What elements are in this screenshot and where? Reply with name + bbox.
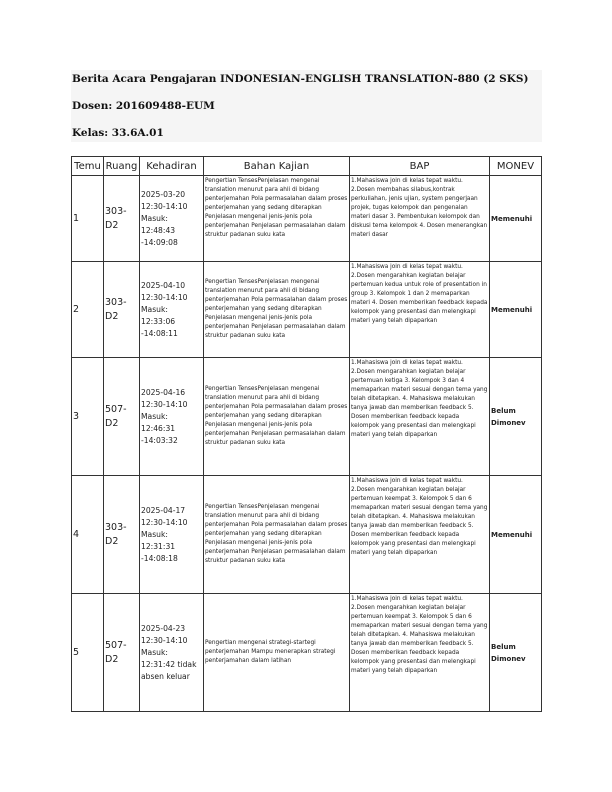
cell-kehadiran: 2025-03-20 12:30-14:10 Masuk: 12:48:43 -14:09:08 xyxy=(140,176,204,262)
table-row xyxy=(72,594,542,712)
cell-monev: Memenuhi xyxy=(490,262,542,358)
table-row xyxy=(72,262,542,358)
column-header-bahan-kajian: Bahan Kajian xyxy=(204,157,350,176)
column-header-kehadiran: Kehadiran xyxy=(140,157,204,176)
cell-kehadiran: 2025-04-17 12:30-14:10 Masuk: 12:31:31 -14:08:18 xyxy=(140,476,204,594)
cell-temu: 2 xyxy=(72,262,104,358)
attendance-table xyxy=(71,156,542,712)
document-title: Berita Acara Pengajaran INDONESIAN-ENGLISH TRANSLATION-880 (2 SKS) xyxy=(72,73,529,85)
cell-kehadiran: 2025-04-23 12:30-14:10 Masuk: 12:31:42 tidak absen keluar xyxy=(140,594,204,712)
column-header-temu: Temu xyxy=(72,157,104,176)
cell-temu: 4 xyxy=(72,476,104,594)
cell-ruang: 507-D2 xyxy=(104,594,140,712)
table-row xyxy=(72,358,542,476)
cell-ruang: 303-D2 xyxy=(104,476,140,594)
cell-bap: 1.Mahasiswa join di kelas tepat waktu. 2.Dosen mengarahkan kegiatan belajar pertemuan keempat 3. Kelompok 5 dan 6 memaparkan materi sesuai dengan tema yang telah ditetapkan. 4. Mahasiswa melakukan tanya jawab dan memberikan feedback 5. Dosen memberikan feedback kepada kelompok yang presentasi dan melengkapi materi yang telah dipaparkan xyxy=(350,476,490,594)
cell-bap: 1.Mahasiswa join di kelas tepat waktu. 2.Dosen membahas silabus,kontrak perkuliahan, jenis ujian, system pengerjaan projek, tugas kelompok dan pengenalan materi dasar 3. Pembentukan kelompok dan diskusi tema kelompok 4. Dosen menerangkan materi dasar xyxy=(350,176,490,262)
table-row xyxy=(72,476,542,594)
cell-bahan-kajian: Pengertian TensesPenjelasan mengenai translation menurut para ahli di bidang penterjemahan Pola permasalahan dalam proses penterjemahan yang sedang diterapkan Penjelasan mengenai jenis-jenis pola penterjemahan Penjelasan permasalahan dalam struktur padanan suku kata xyxy=(204,476,350,594)
cell-temu: 3 xyxy=(72,358,104,476)
cell-bahan-kajian: Pengertian TensesPenjelasan mengenai translation menurut para ahli di bidang penterjemahan Pola permasalahan dalam proses penterjemahan yang sedang diterapkan Penjelasan mengenai jenis-jenis pola penterjemahan Penjelasan permasalahan dalam struktur padanan suku kata xyxy=(204,262,350,358)
cell-ruang: 303-D2 xyxy=(104,176,140,262)
cell-bahan-kajian: Pengertian mengenai strategi-startegi penterjemahan Mampu menerapkan strategi penterjamahan dalam latihan xyxy=(204,594,350,712)
cell-bahan-kajian: Pengertian TensesPenjelasan mengenai translation menurut para ahli di bidang penterjemahan Pola permasalahan dalam proses penterjemahan yang sedang diterapkan Penjelasan mengenai jenis-jenis pola penterjemahan Penjelasan permasalahan dalam struktur padanan suku kata xyxy=(204,358,350,476)
column-header-ruang: Ruang xyxy=(104,157,140,176)
cell-bap: 1.Mahasiswa join di kelas tepat waktu. 2.Dosen mengarahkan kegiatan belajar pertemuan ketiga 3. Kelompok 3 dan 4 memaparkan materi sesuai dengan tema yang telah ditetapkan. 4. Mahasiswa melakukan tanya jawab dan memberikan feedback 5. Dosen memberikan feedback kepada kelompok yang presentasi dan melengkapi materi yang telah dipaparkan xyxy=(350,358,490,476)
table-row xyxy=(72,176,542,262)
class-info: Kelas: 33.6A.01 xyxy=(72,127,164,139)
cell-kehadiran: 2025-04-10 12:30-14:10 Masuk: 12:33:06 -14:08:11 xyxy=(140,262,204,358)
cell-monev: Memenuhi xyxy=(490,176,542,262)
cell-monev: Belum Dimonev xyxy=(490,594,542,712)
cell-kehadiran: 2025-04-16 12:30-14:10 Masuk: 12:46:31 -14:03:32 xyxy=(140,358,204,476)
cell-bahan-kajian: Pengertian TensesPenjelasan mengenai translation menurut para ahli di bidang penterjemahan Pola permasalahan dalam proses penterjemahan yang sedang diterapkan Penjelasan mengenai jenis-jenis pola penterjemahan Penjelasan permasalahan dalam struktur padanan suku kata xyxy=(204,176,350,262)
cell-monev: Memenuhi xyxy=(490,476,542,594)
document-header xyxy=(71,70,542,142)
cell-bap: 1.Mahasiswa join di kelas tepat waktu. 2.Dosen mengarahkan kegiatan belajar pertemuan kedua untuk role of presentation in group 3. Kelompok 1 dan 2 memaparkan materi 4. Dosen memberikan feedback kepada kelompok yang presentasi dan melengkapi materi yang telah dipaparkan xyxy=(350,262,490,358)
column-header-monev: MONEV xyxy=(490,157,542,176)
column-header-bap: BAP xyxy=(350,157,490,176)
cell-monev: Belum Dimonev xyxy=(490,358,542,476)
cell-bap: 1.Mahasiswa join di kelas tepat waktu. 2.Dosen mengarahkan kegiatan belajar pertemuan keempat 3. Kelompok 5 dan 6 memaparkan materi sesuai dengan tema yang telah ditetapkan. 4. Mahasiswa melakukan tanya jawab dan memberikan feedback 5. Dosen memberikan feedback kepada kelompok yang presentasi dan melengkapi materi yang telah dipaparkan xyxy=(350,594,490,712)
table-header-row xyxy=(72,157,542,176)
cell-temu: 5 xyxy=(72,594,104,712)
cell-ruang: 507-D2 xyxy=(104,358,140,476)
cell-ruang: 303-D2 xyxy=(104,262,140,358)
lecturer-info: Dosen: 201609488-EUM xyxy=(72,100,215,112)
cell-temu: 1 xyxy=(72,176,104,262)
